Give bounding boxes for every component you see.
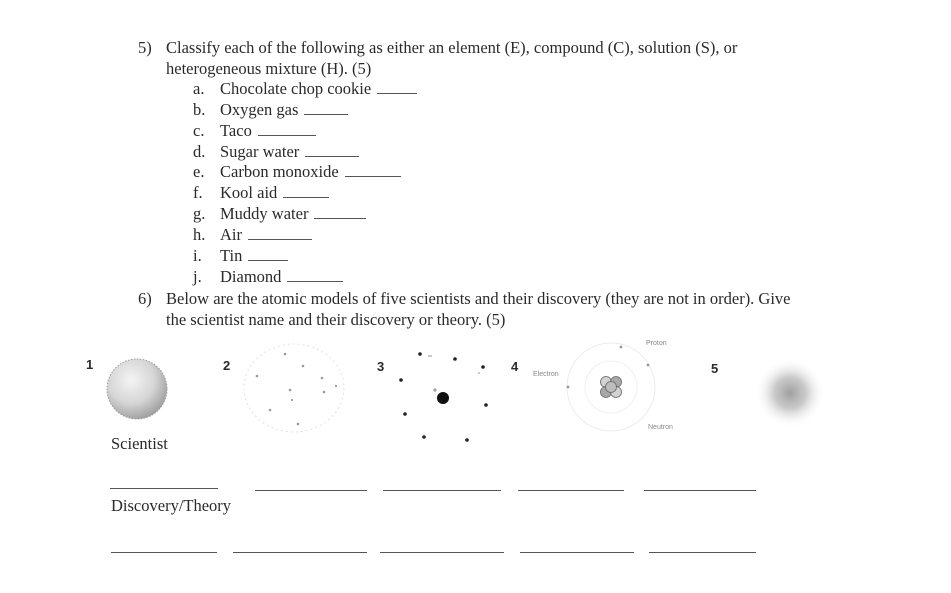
- discovery-answer-line-5[interactable]: [649, 552, 756, 553]
- list-item: [193, 246, 288, 266]
- electron-label: Electron: [533, 371, 559, 378]
- item-letter: e.: [193, 162, 205, 181]
- item-letter: b.: [193, 100, 206, 119]
- item-label: Kool aid: [220, 183, 278, 202]
- item-letter: g.: [193, 204, 206, 223]
- list-item: [193, 142, 359, 162]
- question-5-text: Classify each of the following as either an element (E), compound (C), solution (S), or heterogeneous mixture (H). (5): [166, 38, 738, 78]
- question-6: [138, 288, 791, 332]
- item-letter: j.: [193, 267, 202, 286]
- scientist-answer-line-1[interactable]: [110, 488, 218, 489]
- answer-blank[interactable]: [305, 144, 359, 157]
- question-6-number: 6): [138, 289, 152, 308]
- scientist-label: Scientist: [111, 434, 168, 453]
- list-item: [193, 79, 417, 99]
- list-item: [193, 121, 316, 141]
- model-number-1: 1: [86, 357, 94, 372]
- model-2-plum-pudding: [240, 340, 348, 435]
- answer-blank[interactable]: [345, 164, 401, 177]
- scientist-answer-line-3[interactable]: [383, 490, 501, 491]
- list-item: [193, 267, 343, 287]
- list-item: [193, 204, 366, 224]
- discovery-answer-line-1[interactable]: [111, 552, 217, 553]
- model-1-solid-sphere: [104, 356, 170, 422]
- question-5: [138, 37, 818, 81]
- model-3-nuclear-model: [388, 345, 500, 450]
- list-item: [193, 100, 348, 120]
- item-label: Sugar water: [220, 142, 300, 161]
- item-letter: c.: [193, 121, 205, 140]
- model-number-2: 2: [223, 358, 231, 373]
- item-label: Chocolate chop cookie: [220, 79, 372, 98]
- answer-blank[interactable]: [314, 206, 366, 219]
- model-number-4: 4: [511, 359, 519, 374]
- item-label: Oxygen gas: [220, 100, 299, 119]
- model-number-5: 5: [711, 361, 719, 376]
- answer-blank[interactable]: [258, 123, 316, 136]
- proton-label: Proton: [646, 340, 667, 347]
- discovery-theory-label: Discovery/Theory: [111, 496, 232, 515]
- question-5-number: 5): [138, 38, 152, 57]
- item-label: Diamond: [220, 267, 282, 286]
- item-label: Tin: [220, 246, 243, 265]
- neutron-label: Neutron: [648, 424, 673, 431]
- item-label: Muddy water: [220, 204, 309, 223]
- item-label: Air: [220, 225, 242, 244]
- scientist-answer-line-2[interactable]: [255, 490, 367, 491]
- scientist-answer-line-4[interactable]: [518, 490, 624, 491]
- item-letter: f.: [193, 183, 203, 202]
- list-item: [193, 162, 401, 182]
- answer-blank[interactable]: [304, 102, 348, 115]
- answer-blank[interactable]: [377, 81, 417, 94]
- answer-blank[interactable]: [248, 227, 312, 240]
- answer-blank[interactable]: [287, 269, 343, 282]
- item-letter: h.: [193, 225, 206, 244]
- model-number-3: 3: [377, 359, 385, 374]
- item-label: Carbon monoxide: [220, 162, 339, 181]
- item-label: Taco: [220, 121, 252, 140]
- discovery-answer-line-2[interactable]: [233, 552, 367, 553]
- item-letter: a.: [193, 79, 205, 98]
- question-6-text: Below are the atomic models of five scientists and their discovery (they are not in order). Give the scientist name and their discovery or theory. (5): [166, 289, 791, 329]
- list-item: [193, 225, 312, 245]
- answer-blank[interactable]: [248, 248, 288, 261]
- discovery-answer-line-4[interactable]: [520, 552, 634, 553]
- model-4-bohr-model: [528, 335, 693, 435]
- list-item: [193, 183, 329, 203]
- item-letter: i.: [193, 246, 202, 265]
- answer-blank[interactable]: [283, 185, 329, 198]
- discovery-answer-line-3[interactable]: [380, 552, 504, 553]
- scientist-answer-line-5[interactable]: [644, 490, 756, 491]
- model-5-electron-cloud: [754, 357, 826, 429]
- item-letter: d.: [193, 142, 206, 161]
